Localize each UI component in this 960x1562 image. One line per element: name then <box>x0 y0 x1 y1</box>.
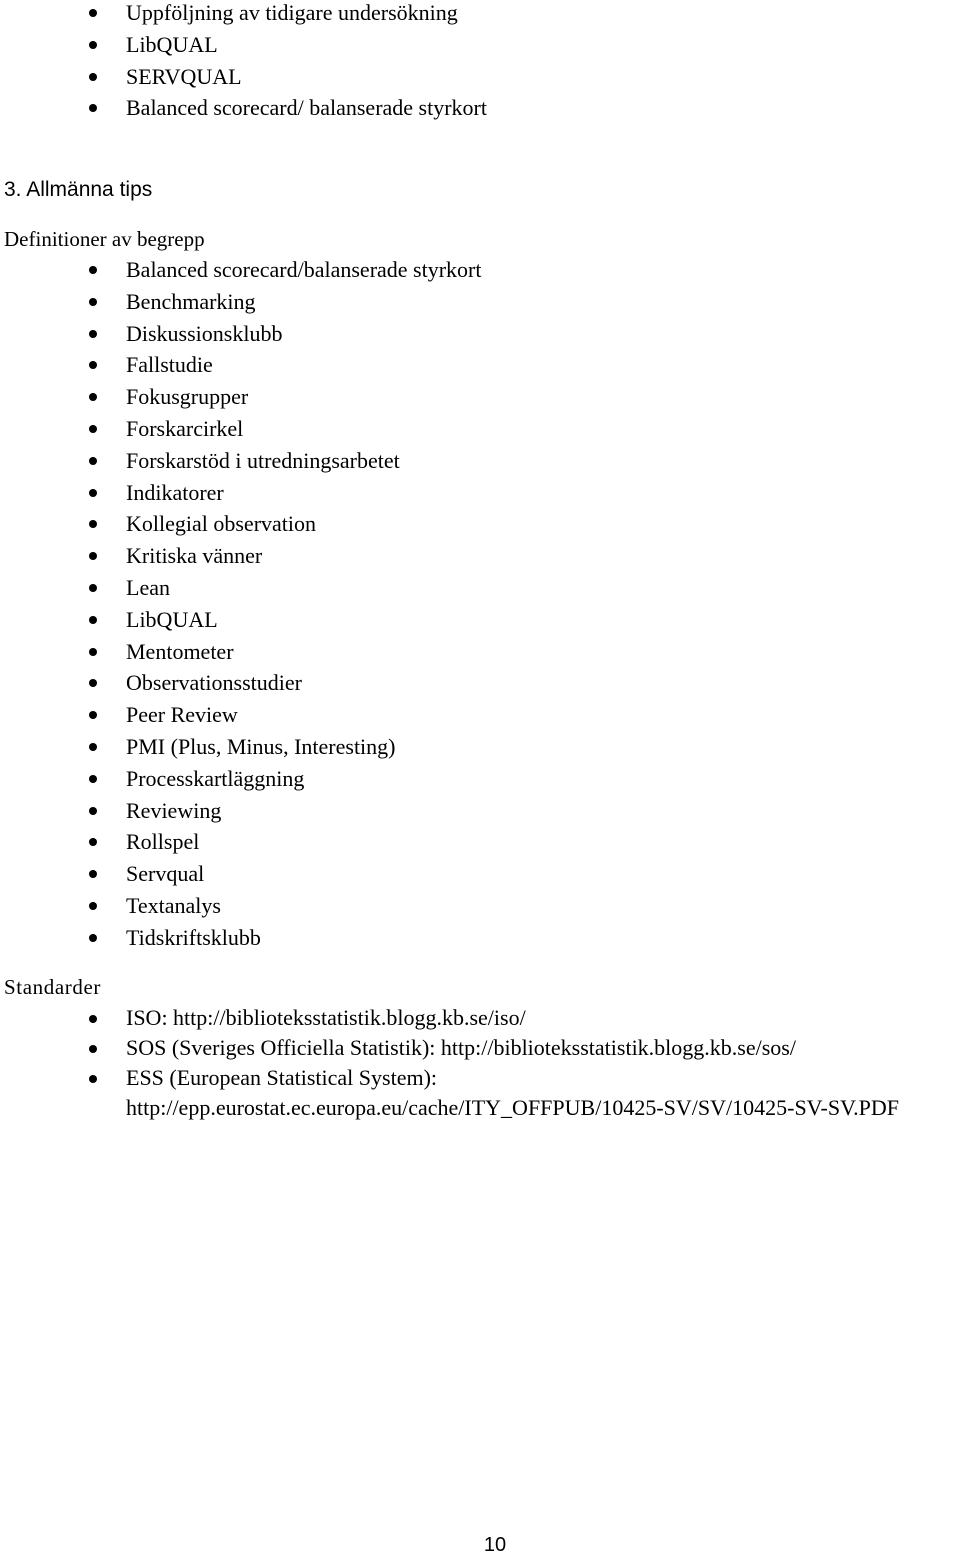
list-item: Kollegial observation <box>0 508 956 540</box>
standards-heading: Standarder <box>4 975 101 999</box>
list-item: Forskarstöd i utredningsarbetet <box>0 445 956 477</box>
list-item: Lean <box>0 572 956 604</box>
list-item: Mentometer <box>0 636 956 668</box>
list-item: Diskussionsklubb <box>0 318 956 350</box>
list-item: SERVQUAL <box>0 61 956 93</box>
list-item: Tidskriftsklubb <box>0 922 956 954</box>
list-item: Processkartläggning <box>0 763 956 795</box>
list-item: Balanced scorecard/balanserade styrkort <box>0 254 956 286</box>
list-item: ESS (European Statistical System): http://epp.eurostat.ec.europa.eu/cache/ITY_OFFPUB/10425-SV/SV/10425-SV-SV.PDF <box>0 1063 956 1123</box>
definitions-heading: Definitioner av begrepp <box>4 227 205 251</box>
list-item: Fallstudie <box>0 349 956 381</box>
list-item: Observationsstudier <box>0 667 956 699</box>
list-item: Benchmarking <box>0 286 956 318</box>
list-item: Textanalys <box>0 890 956 922</box>
list-item: Indikatorer <box>0 477 956 509</box>
definitions-list <box>0 254 956 954</box>
list-item: LibQUAL <box>0 604 956 636</box>
list-item: Uppföljning av tidigare undersökning <box>0 0 956 29</box>
list-item: Forskarcirkel <box>0 413 956 445</box>
list-item: SOS (Sveriges Officiella Statistik): http://biblioteksstatistik.blogg.kb.se/sos/ <box>0 1033 956 1063</box>
list-item: Rollspel <box>0 826 956 858</box>
standards-list <box>0 1003 956 1123</box>
list-item: Balanced scorecard/ balanserade styrkort <box>0 92 956 124</box>
list-item: Peer Review <box>0 699 956 731</box>
list-item: LibQUAL <box>0 29 956 61</box>
section-heading: 3. Allmänna tips <box>4 178 153 201</box>
list-item: Fokusgrupper <box>0 381 956 413</box>
list-item: PMI (Plus, Minus, Interesting) <box>0 731 956 763</box>
list-item: Servqual <box>0 858 956 890</box>
page-number: 10 <box>483 1534 507 1556</box>
list-item: Reviewing <box>0 795 956 827</box>
list-item: ISO: http://biblioteksstatistik.blogg.kb.se/iso/ <box>0 1003 956 1033</box>
top-bullet-list <box>0 0 956 124</box>
list-item: Kritiska vänner <box>0 540 956 572</box>
